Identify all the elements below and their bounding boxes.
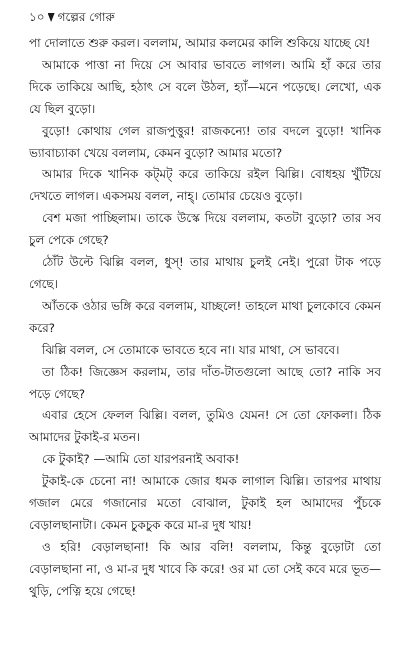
book-title: গল্পের গোরু xyxy=(57,10,115,24)
page-number: ১০ xyxy=(29,10,45,24)
paragraph: টুকাই-কে চেনো না! আমাকে জোর ধমক লাগাল ঝিল্লি। তারপর মাথায় গজাল মেরে গজানোর মতো বোঝাল, টুকাই হল আমাদের পুঁচকে বেড়ালছানাটা। কেমন চুকচুক করে মা-র দুধ খায়! xyxy=(29,474,381,532)
paragraph: ঠোঁট উল্টে ঝিল্লি বলল, ধুস্‌! তার মাথায় চুলই নেই। পুরো টাক পড়ে গেছে। xyxy=(29,255,381,291)
paragraph: কে টুকাই? —আমি তো যারপরনাই অবাক! xyxy=(42,452,240,467)
paragraph: ঝিল্লি বলল, সে তোমাকে ভাবতে হবে না। যার মাথা, সে ভাববে। xyxy=(42,342,340,357)
paragraph: তা ঠিক! জিজ্ঞেস করলাম, তার দাঁত-টাতগুলো আছে তো? নাকি সব পড়ে গেছে? xyxy=(29,364,381,401)
paragraph: বেশ মজা পাচ্ছিলাম। তাকে উস্কে দিয়ে বললাম, কতটা বুড়ো? তার সব চুল পেকে গেছে? xyxy=(29,211,381,248)
paragraph: বুড়ো! কোথায় গেল রাজপুত্তুর! রাজকন্যে! তার বদলে বুড়ো! খানিক ভ্যাবাচ্যাকা খেয়ে বললাম, কেমন বুড়ো? আমার মতো? xyxy=(29,123,381,160)
running-header xyxy=(29,10,115,24)
paragraph: আমাকে পাত্তা না দিয়ে সে আবার ভাবতে লাগল। আমি হাঁ করে তার দিকে তাকিয়ে আছি, হঠাৎ সে বলে উঠল, হ্যাঁ—মনে পড়েছে। লেখো, এক যে ছিল বুড়ো। xyxy=(29,57,381,116)
paragraph: ও হরি! বেড়ালছানা! কি আর বলি! বললাম, কিন্তু বুড়োটা তো বেড়ালছানা না, ও মা-র দুধ খাবে কি করে! ওর মা তো সেই কবে মরে ভূত—থুড়ি, পেত্নি হয়ে গেছে! xyxy=(29,539,381,598)
body-text xyxy=(29,33,381,603)
separator-triangle-icon xyxy=(48,13,55,22)
paragraph: আঁতকে ওঠার ভঙ্গি করে বললাম, যাচ্ছলে! তাহলে মাথা চুলকোবে কেমন করে? xyxy=(29,298,381,335)
paragraph: আমার দিকে খানিক কট্‌মট্‌ করে তাকিয়ে রইল ঝিল্লি। বোধহয় খুঁটিয়ে দেখতে লাগল। একসময় বলল, নাহ্‌। তোমার চেয়েও বুড়ো। xyxy=(29,167,381,204)
paragraph: এবার হেসে ফেলল ঝিল্লি। বলল, তুমিও যেমন! সে তো ফোকলা। ঠিক আমাদের টুকাই-র মতন। xyxy=(29,408,381,445)
paragraph: পা দোলাতে শুরু করল। বললাম, আমার কলমের কালি শুকিয়ে যাচ্ছে যে! xyxy=(29,36,371,50)
